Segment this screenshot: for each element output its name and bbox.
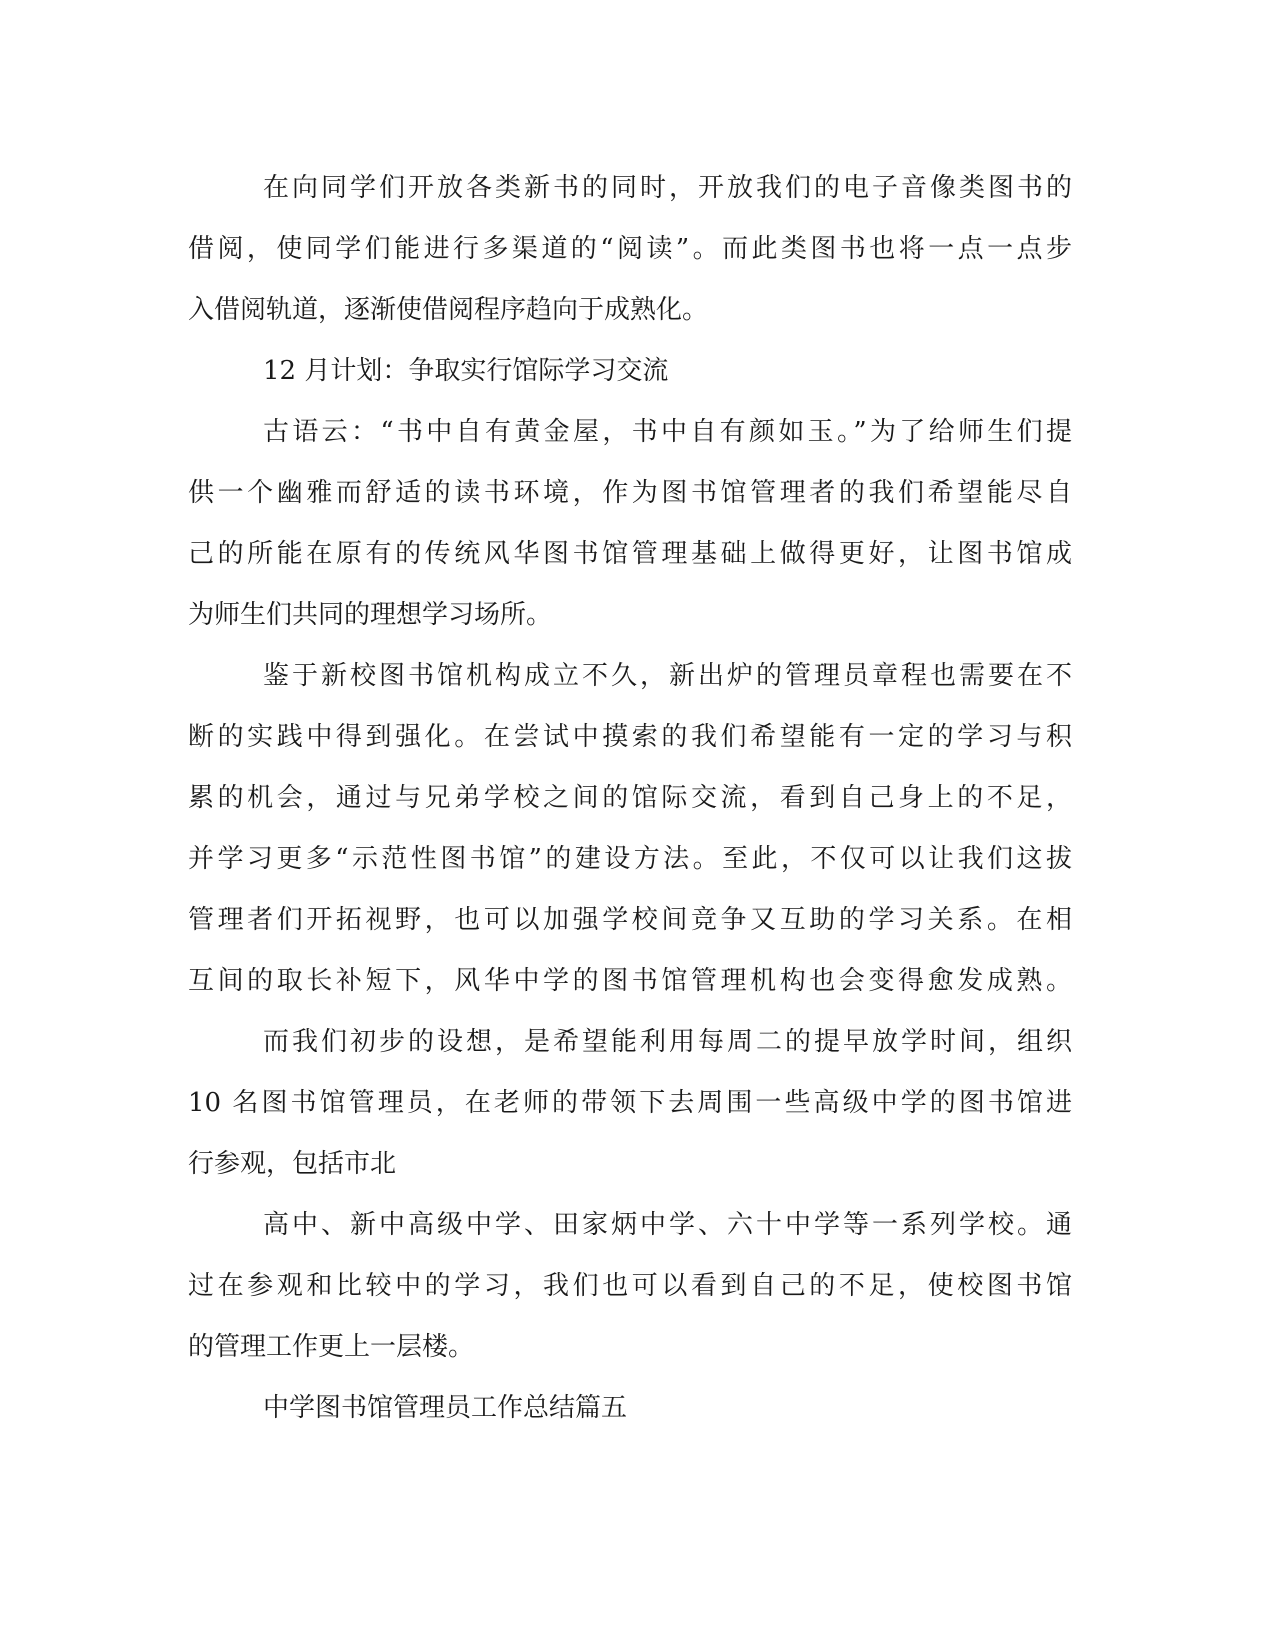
text-line: 行参观，包括市北 (188, 1149, 397, 1179)
text-line: 的管理工作更上一层楼。 (188, 1332, 475, 1362)
text-line: 古语云：“书中自有黄金屋，书中自有颜如玉。”为了给师生们提 (263, 417, 1072, 447)
text-line: 断的实践中得到强化。在尝试中摸索的我们希望能有一定的学习与积 (188, 722, 1072, 752)
text-line: 己的所能在原有的传统风华图书馆管理基础上做得更好，让图书馆成 (188, 539, 1072, 569)
text-line: 并学习更多“示范性图书馆”的建设方法。至此，不仅可以让我们这拔 (188, 844, 1072, 874)
text-line: 而我们初步的设想，是希望能利用每周二的提早放学时间，组织 (263, 1027, 1072, 1057)
text-line: 借阅，使同学们能进行多渠道的“阅读”。而此类图书也将一点一点步 (188, 234, 1072, 264)
text-line: 供一个幽雅而舒适的读书环境，作为图书馆管理者的我们希望能尽自 (188, 478, 1072, 508)
text-line: 高中、新中高级中学、田家炳中学、六十中学等一系列学校。通 (263, 1210, 1072, 1240)
text-line: 为师生们共同的理想学习场所。 (188, 600, 553, 630)
text-line: 累的机会，通过与兄弟学校之间的馆际交流，看到自己身上的不足， (188, 783, 1072, 813)
text-line: 10 名图书馆管理员，在老师的带领下去周围一些高级中学的图书馆进 (188, 1088, 1072, 1118)
text-line: 过在参观和比较中的学习，我们也可以看到自己的不足，使校图书馆 (188, 1271, 1072, 1301)
document-body (188, 158, 1072, 1439)
text-line: 中学图书馆管理员工作总结篇五 (263, 1393, 628, 1423)
text-line: 入借阅轨道，逐渐使借阅程序趋向于成熟化。 (188, 295, 709, 325)
text-line: 鉴于新校图书馆机构成立不久，新出炉的管理员章程也需要在不 (263, 661, 1072, 691)
text-line: 管理者们开拓视野，也可以加强学校间竞争又互助的学习关系。在相 (188, 905, 1072, 935)
text-line: 互间的取长补短下，风华中学的图书馆管理机构也会变得愈发成熟。 (188, 966, 1072, 996)
text-line: 在向同学们开放各类新书的同时，开放我们的电子音像类图书的 (263, 173, 1072, 203)
text-line: 12 月计划：争取实行馆际学习交流 (263, 356, 669, 386)
